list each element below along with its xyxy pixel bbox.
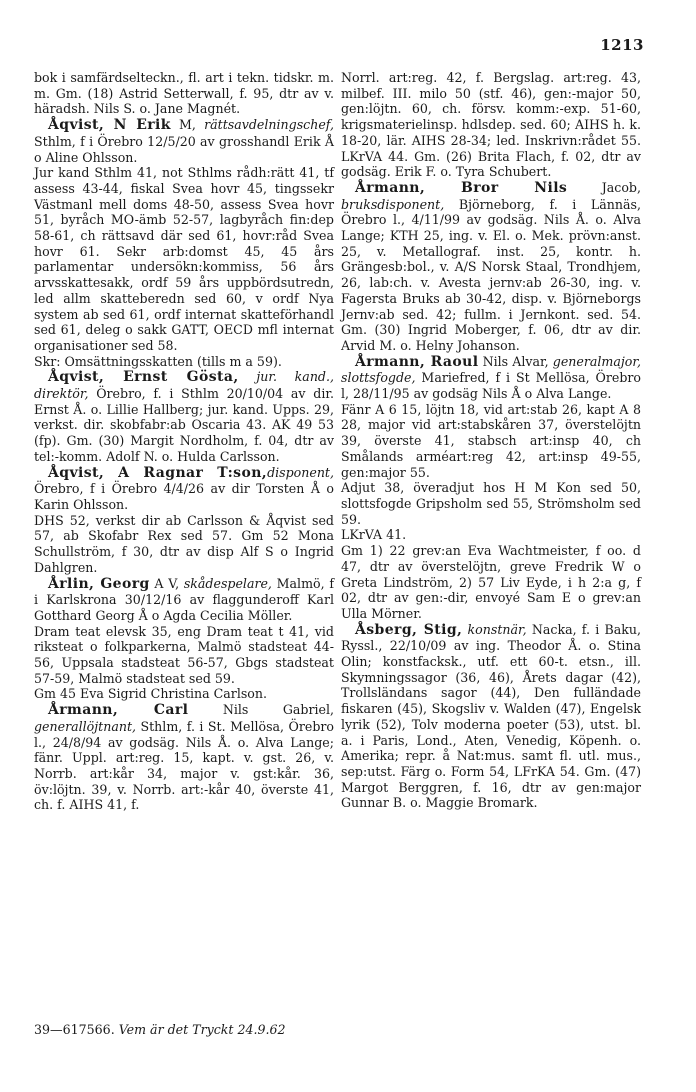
entries-list <box>341 180 641 811</box>
person-name: Årmann, Bror Nils <box>355 179 568 196</box>
name-suffix <box>239 369 257 384</box>
left-column <box>34 70 334 813</box>
occupation-title: skådespelare, <box>183 575 272 591</box>
entry-summary: Sthlm, f. i St. Mellösa, Örebro l., 24/8/94 av godsäg. Nils Å. o. Alva Lange; fänr. Uppl. art:reg. 15, kapt. v. gst. 26, v. Norrb. art:kår 34, major v. gst:kår. 36, öv:löjtn. 39, v. Norrb. art:-kår 40, överste 41, ch. f. AIHS 41, f. <box>34 718 334 813</box>
occupation-title: rättsavdelningschef, <box>204 117 334 133</box>
person-name: Årmann, Raoul <box>355 353 479 370</box>
entry-heading <box>34 702 334 813</box>
entry-paragraph: Skr: Omsättningsskatten (tills m a 59). <box>34 353 282 369</box>
name-suffix: Nils Gabriel, <box>188 702 334 718</box>
biography-entry <box>34 117 334 369</box>
occupation-title: konstnär, <box>467 621 527 637</box>
entry-paragraph: Gm 45 Eva Sigrid Christina Carlson. <box>34 686 268 702</box>
occupation-title: jur. kand., direktör, <box>34 369 334 402</box>
person-name: Årmann, Carl <box>48 702 189 719</box>
occupation-title: bruksdisponent, <box>341 196 445 212</box>
entry-heading <box>341 354 641 402</box>
person-name: Åqvist, Ernst Gösta, <box>48 369 239 386</box>
biography-entry <box>34 576 334 703</box>
person-name: Åqvist, A Ragnar T:son, <box>48 464 268 481</box>
occupation-title: generallöjtnant, <box>34 718 137 734</box>
entry-summary: Mariefred, f i St Mellösa, Örebro l, 28/11/95 av godsäg Nils Å o Alva Lange. <box>341 370 641 402</box>
biography-entry <box>34 702 334 813</box>
biography-entry <box>341 180 641 354</box>
biography-entry <box>34 465 334 576</box>
right-column <box>341 70 641 811</box>
entry-summary: Örebro, f i Örebro 4/4/26 av dir Torsten Å o Karin Ohlsson. <box>34 481 334 512</box>
entry-heading <box>34 369 334 464</box>
name-suffix: Nils Alvar, <box>478 353 553 369</box>
entry-paragraph: Jur kand Sthlm 41, not Sthlms rådh:rätt 41, tf assess 43-44, fiskal Svea hovr 45, tingssekr Västmanl mell doms 48-50, assess Svea hovr 51, byråch MO-ämb 52-57, lagbyråch fin:dep 58-61, ch rättsavd där sed 61, hovr:råd Svea hovr 61. Sekr arb:domst 45, 45 års parlamentar undersökn:kommiss, 56 års arvsskattesakk, ordf 59 års uppbördsutredn, led allm skatteberedn sed 60, v ordf Nya system ab sed 61, ordf internat skatteförhandl sed 61, deleg o sakk GATT, OECD mfl internat organisationer sed 58. <box>34 165 334 353</box>
print-code: 39—617566. <box>34 1022 115 1037</box>
lead-text: bok i samfärdselteckn., fl. art i tekn. tidskr. m. m. Gm. (18) Astrid Setterwall, f. 95, dtr av v. häradsh. Nils S. o. Jane Magnét. <box>34 70 334 117</box>
page-footer <box>34 1022 286 1037</box>
lead-text: Norrl. art:reg. 42, f. Bergslag. art:reg. 43, milbef. III. milo 50 (stf. 46), gen:-major 50, gen:löjtn. 60, ch. försv. komm:-exp. 51-60, krigsmaterielinsp. hdlsdep. sed. 60; AIHS h. k. 18-20, lär. AIHS 28-34; led. Inskrivn:rådet 55. LKrVA 44. Gm. (26) Brita Flach, f. 02, dtr av godsäg. Erik F. o. Tyra Schubert. <box>341 70 641 180</box>
entry-paragraph: Fänr A 6 15, löjtn 18, vid art:stab 26, kapt A 8 28, major vid art:stabskåren 37, överstelöjtn 39, överste 41, stabsch art:insp 40, ch Smålands arméart:reg 42, art:insp 49-55, gen:major 55. <box>341 401 641 480</box>
entry-heading <box>34 117 334 165</box>
page-number: 1213 <box>600 36 644 54</box>
entry-summary: Örebro, f. i Sthlm 20/10/04 av dir. Ernst Å. o. Lillie Hallberg; jur. kand. Upps. 29, verkst. dir. skobfabr:ab Oscaria 43. AK 49 53 (fp). Gm. (30) Margit Nordholm, f. 04, dtr av tel:-komm. Adolf N. o. Hulda Carlsson. <box>34 386 334 464</box>
entry-summary: Björneborg, f. i Lännäs, Örebro l., 4/11/99 av godsäg. Nils Å. o. Alva Lange; KTH 25, ing. v. El. o. Mek. prövn:anst. 25, v. Metallograf. inst. 25, kontr. h. Grängesb:bol., v. A/S Norsk Staal, Trondhjem, 26, lab:ch. v. Avesta jernv:ab 26-30, ing. v. Fagersta Bruks ab 30-42, disp. v. Björneborgs Jernv:ab sed. 42; fullm. i Jernkont. sed. 54. Gm. (30) Ingrid Moberger, f. 06, dtr av dir. Arvid M. o. Helny Johanson. <box>341 196 641 353</box>
person-name: Åsberg, Stig, <box>355 621 463 638</box>
entry-paragraph: LKrVA 41. <box>341 527 407 543</box>
entry-heading <box>341 180 641 354</box>
entry-summary: Sthlm, f i Örebro 12/5/20 av grosshandl Erik Å o Aline Ohlsson. <box>34 133 334 165</box>
occupation-title: generalmajor, slottsfogde, <box>341 353 641 386</box>
entry-paragraph: Gm 1) 22 grev:an Eva Wachtmeister, f oo. d 47, dtr av överstelöjtn, greve Fredrik W o Greta Lindström, 2) 57 Liv Eyde, i h 2:a g, f 02, dtr av gen:-dir, envoyé Sam E o grev:an Ulla Mörner. <box>341 543 641 621</box>
biography-entry <box>341 354 641 622</box>
person-name: Årlin, Georg <box>48 575 150 592</box>
person-name: Åqvist, N Erik <box>48 117 171 134</box>
name-suffix: Jacob, <box>567 179 641 195</box>
print-date: Vem är det Tryckt 24.9.62 <box>118 1022 286 1037</box>
entry-heading <box>34 465 334 513</box>
entries-list <box>34 117 334 813</box>
biography-entry <box>34 369 334 464</box>
biography-entry <box>341 622 641 811</box>
entry-paragraph: DHS 52, verkst dir ab Carlsson & Åqvist sed 57, ab Skofabr Rex sed 57. Gm 52 Mona Schullström, f 30, dtr av disp Alf S o Ingrid Dahlgren. <box>34 512 334 575</box>
entry-heading <box>341 622 641 811</box>
entry-summary: Nacka, f. i Baku, Ryssl., 22/10/09 av ing. Theodor Å. o. Stina Olin; konstfacksk., utf. ett 60-t. etsn., ill. Skymningssagor (36, 46), Årets dagar (42), Trollsländans sagor (44), Den fulländade fiskaren (45), Skogsliv v. Walden (47), Engelsk lyrik (52), Tolv moderna poeter (53), utst. bl. a. i Paris, Lond., Aten, Venedig, Köpenh. o. Amerika; repr. å Nat:mus. samt fl. utl. mus., sep:utst. Färg o. Form 54, LFrKA 54. Gm. (47) Margot Berggren, f. 16, dtr av gen:major Gunnar B. o. Maggie Bromark. <box>341 621 641 811</box>
entry-paragraph: Adjut 38, överadjut hos H M Kon sed 50, slottsfogde Gripsholm sed 55, Strömsholm sed 59. <box>341 480 641 527</box>
entry-paragraph: Dram teat elevsk 35, eng Dram teat t 41, vid riksteat o folkparkerna, Malmö stadsteat 44-56, Uppsala stadsteat 56-57, Gbgs stadsteat 57-59, Malmö stadsteat sed 59. <box>34 623 334 686</box>
name-suffix: M, <box>170 117 205 133</box>
entry-summary: Malmö, f i Karlskrona 30/12/16 av flaggunderoff Karl Gotthard Georg Å o Agda Cecilia Möller. <box>34 575 334 623</box>
name-suffix: A V, <box>149 575 184 591</box>
entry-heading <box>34 576 334 624</box>
occupation-title: disponent, <box>267 464 334 480</box>
